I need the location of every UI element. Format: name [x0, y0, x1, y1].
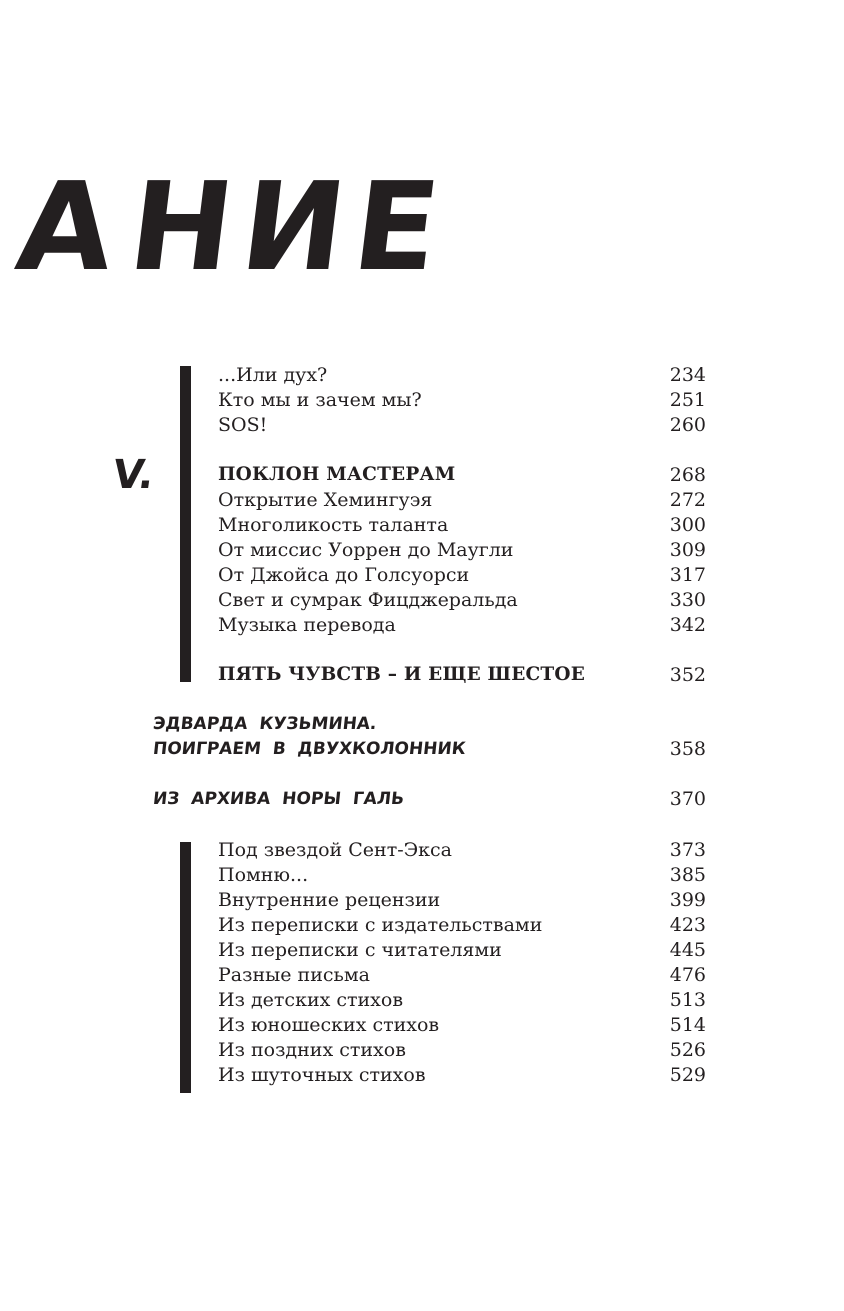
- toc-entry-page: 330: [669, 589, 706, 611]
- toc-entry[interactable]: [218, 1063, 706, 1087]
- toc-entry-title: ...Или дух?: [218, 364, 328, 386]
- toc-chapter-page: 358: [669, 738, 706, 760]
- toc-section-page: 352: [669, 664, 706, 686]
- toc-entry-page: 399: [669, 889, 706, 911]
- part-number: V.: [109, 452, 158, 498]
- toc-entry-page: 476: [669, 964, 706, 986]
- toc-entry[interactable]: [218, 613, 706, 637]
- toc-entry[interactable]: [218, 963, 706, 987]
- toc-entry-title: Помню...: [218, 864, 309, 886]
- toc-entry-page: 251: [669, 389, 706, 411]
- toc-entry-title: Под звездой Сент-Экса: [218, 839, 453, 861]
- toc-entry-title: Многоликость таланта: [218, 514, 449, 536]
- toc-entry-title: Из детских стихов: [218, 989, 404, 1011]
- toc-entry[interactable]: [218, 888, 706, 912]
- toc-entry[interactable]: [218, 838, 706, 862]
- toc-entry-title: Свет и сумрак Фицджеральда: [218, 589, 518, 611]
- toc-entry-title: Из поздних стихов: [218, 1039, 406, 1061]
- heading-letter: Н: [121, 156, 242, 298]
- toc-entry-page: 423: [669, 914, 706, 936]
- toc-entry-title: Музыка перевода: [218, 614, 396, 636]
- toc-entry[interactable]: [218, 363, 706, 387]
- toc-entry[interactable]: [218, 588, 706, 612]
- heading-letter: И: [233, 156, 354, 298]
- toc-entry-page: 260: [669, 414, 706, 436]
- section-bar: [180, 842, 191, 1093]
- toc-entry[interactable]: [218, 1038, 706, 1062]
- toc-entry[interactable]: [218, 1013, 706, 1037]
- toc-section-title: ПОКЛОН МАСТЕРАМ: [218, 464, 456, 485]
- toc-entry[interactable]: [218, 488, 706, 512]
- toc-entry-page: 513: [669, 989, 706, 1011]
- toc-entry-title: Разные письма: [218, 964, 370, 986]
- toc-section[interactable]: [218, 663, 706, 687]
- toc-entry-title: Кто мы и зачем мы?: [218, 389, 422, 411]
- toc-entry-title: Из шуточных стихов: [218, 1064, 426, 1086]
- toc-entry-page: 234: [669, 364, 706, 386]
- toc-entry-title: Из переписки с читателями: [218, 939, 502, 961]
- toc-entry-page: 526: [669, 1039, 706, 1061]
- toc-chapter-title: ЭДВАРДА КУЗЬМИНА.: [151, 714, 378, 734]
- toc-entry-title: От миссис Уоррен до Маугли: [218, 539, 514, 561]
- section-bar: [180, 366, 191, 682]
- toc-entry-title: От Джойса до Голсуорси: [218, 564, 470, 586]
- heading-letter: Е: [345, 156, 447, 298]
- toc-section[interactable]: [218, 463, 706, 487]
- toc-chapter-page: 370: [669, 788, 706, 810]
- toc-entry-page: 309: [669, 539, 706, 561]
- heading-letter: А: [9, 156, 122, 298]
- toc-entry[interactable]: [218, 388, 706, 412]
- toc-entry[interactable]: [218, 863, 706, 887]
- toc-entry[interactable]: [218, 538, 706, 562]
- toc-entry-title: Из юношеских стихов: [218, 1014, 440, 1036]
- toc-entry-page: 300: [669, 514, 706, 536]
- toc-entry-page: 342: [669, 614, 706, 636]
- toc-entry-title: Внутренние рецензии: [218, 889, 441, 911]
- toc-entry[interactable]: [218, 513, 706, 537]
- toc-entry[interactable]: [218, 938, 706, 962]
- toc-section-title: ПЯТЬ ЧУВСТВ – И ЕЩЕ ШЕСТОЕ: [218, 664, 586, 685]
- toc-chapter[interactable]: [153, 712, 706, 736]
- toc-chapter-title: ПОИГРАЕМ В ДВУХКОЛОННИК: [151, 739, 467, 759]
- toc-chapter[interactable]: [153, 787, 706, 811]
- toc-entry-title: Открытие Хемингуэя: [218, 489, 433, 511]
- toc-entry-page: 529: [669, 1064, 706, 1086]
- toc-entry[interactable]: [218, 563, 706, 587]
- toc-chapter[interactable]: [153, 737, 706, 761]
- toc-entry-page: 445: [669, 939, 706, 961]
- toc-chapter-title: ИЗ АРХИВА НОРЫ ГАЛЬ: [151, 789, 406, 809]
- toc-entry-page: 385: [669, 864, 706, 886]
- toc-entry-page: 317: [669, 564, 706, 586]
- toc-entry-title: SOS!: [218, 414, 268, 436]
- toc-entry[interactable]: [218, 913, 706, 937]
- toc-entry[interactable]: [218, 988, 706, 1012]
- toc-entry-page: 514: [669, 1014, 706, 1036]
- toc-entry-title: Из переписки с издательствами: [218, 914, 543, 936]
- toc-entry-page: 272: [669, 489, 706, 511]
- toc-entry[interactable]: [218, 413, 706, 437]
- toc-section-page: 268: [669, 464, 706, 486]
- toc-entry-page: 373: [669, 839, 706, 861]
